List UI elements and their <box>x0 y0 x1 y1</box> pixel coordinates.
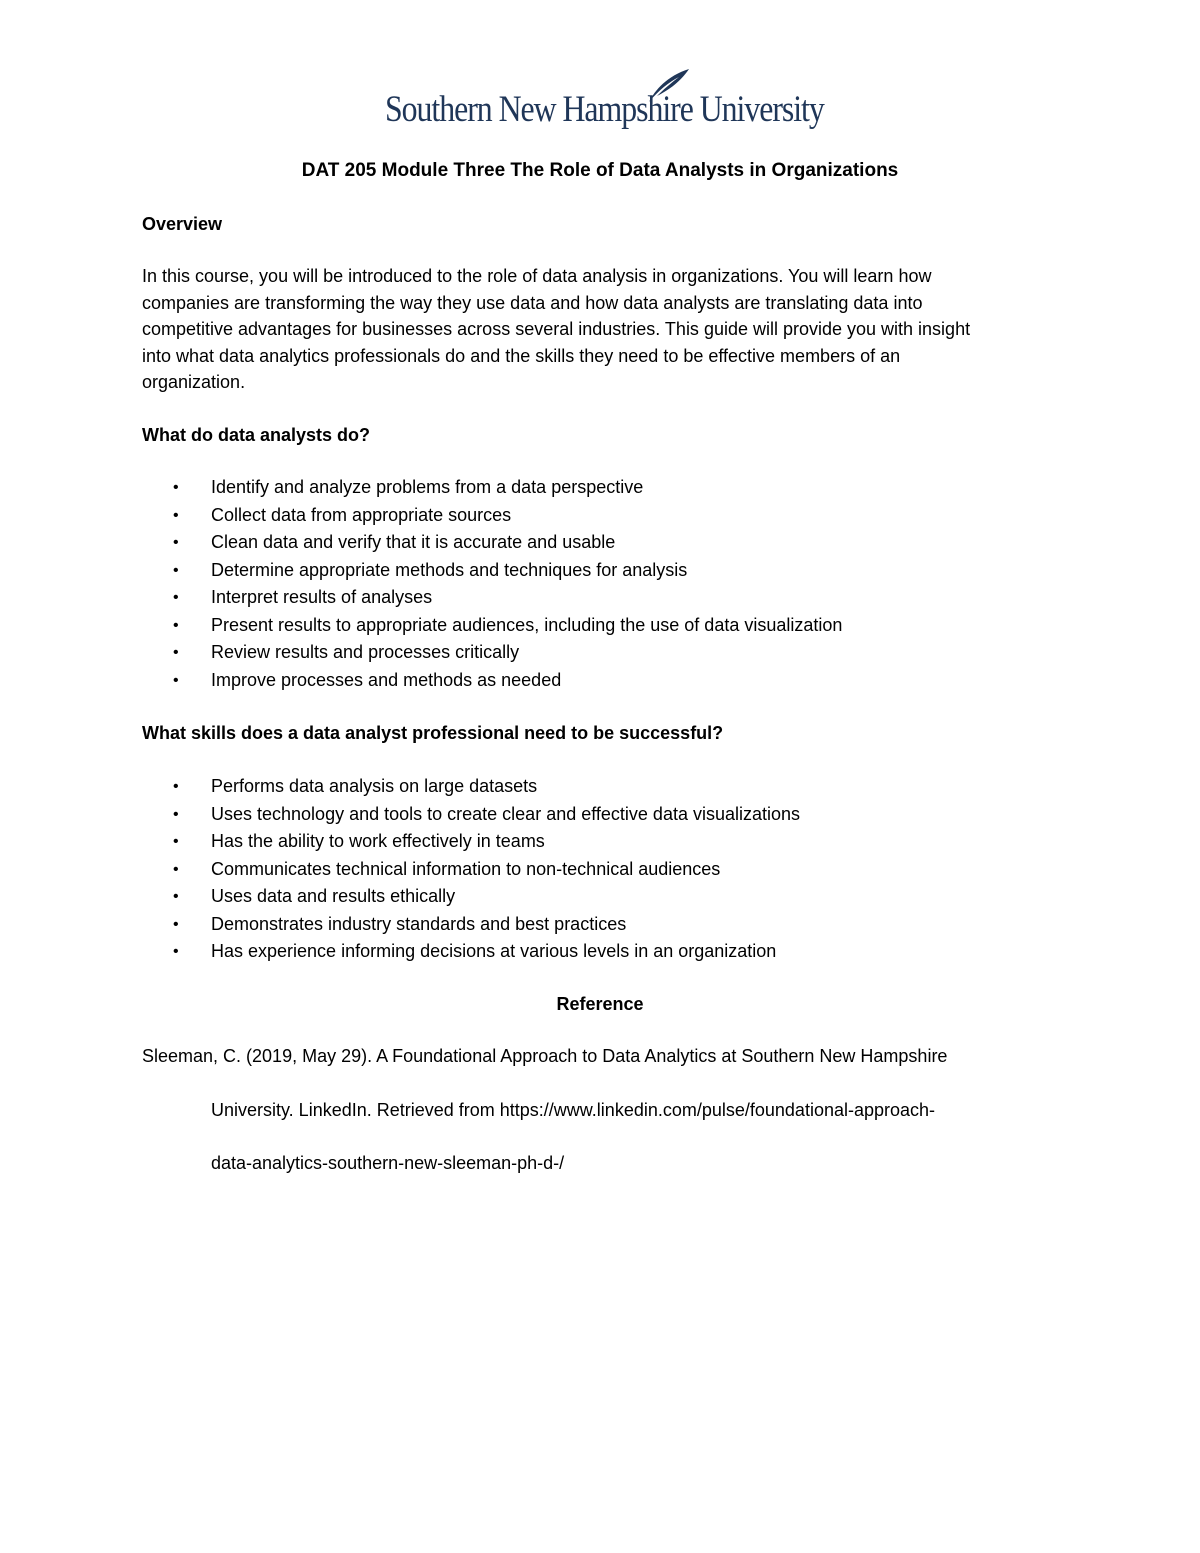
bullet: • <box>173 479 179 496</box>
bullet: • <box>173 534 179 551</box>
list-item-text: Present results to appropriate audiences, including the use of data visualization <box>211 614 843 635</box>
bullet: • <box>173 888 179 905</box>
overview-heading: Overview <box>142 214 223 234</box>
list-item-text: Uses data and results ethically <box>211 886 456 906</box>
overview-paragraph <box>142 263 1062 396</box>
list-item-text: Clean data and verify that it is accurate and usable <box>211 532 616 552</box>
overview-line: In this course, you will be introduced to the role of data analysis in organizations. You will learn how <box>142 266 932 286</box>
bullet: • <box>173 589 179 606</box>
analysts-heading: What do data analysts do? <box>142 425 371 445</box>
bullet: • <box>173 915 179 933</box>
overview-line: companies are transforming the way they use data and how data analysts are translating data into <box>142 292 923 313</box>
bullet: • <box>173 671 179 689</box>
bullet: • <box>173 943 179 960</box>
overview-line: organization. <box>142 372 246 392</box>
list-item-text: Identify and analyze problems from a data perspective <box>211 477 644 497</box>
reference-line: data-analytics-southern-new-sleeman-ph-d-/ <box>211 1153 565 1173</box>
overview-line: into what data analytics professionals do and the skills they need to be effective members of an <box>142 345 901 366</box>
reference-line: University. LinkedIn. Retrieved from https://www.linkedin.com/pulse/foundational-approach- <box>211 1100 936 1120</box>
bullet: • <box>173 833 179 850</box>
reference-heading: Reference <box>556 994 644 1014</box>
bullet: • <box>173 860 179 878</box>
bullet: • <box>173 805 179 823</box>
list-item-text: Determine appropriate methods and techniques for analysis <box>211 559 688 580</box>
list-item-text: Demonstrates industry standards and best practices <box>211 913 627 934</box>
list-item-text: Collect data from appropriate sources <box>211 504 512 525</box>
list-item-text: Has the ability to work effectively in teams <box>211 831 545 851</box>
list-item-text: Performs data analysis on large datasets <box>211 776 538 796</box>
bullet: • <box>173 644 179 661</box>
list-item-text: Interpret results of analyses <box>211 587 433 607</box>
logo-wordmark: Southern New Hampshire University <box>385 89 824 130</box>
bullet: • <box>173 561 179 579</box>
bullet: • <box>173 616 179 634</box>
list-item-text: Improve processes and methods as needed <box>211 669 562 690</box>
document-title: DAT 205 Module Three The Role of Data Analysts in Organizations <box>301 160 899 181</box>
bullet: • <box>173 778 179 795</box>
skills-heading: What skills does a data analyst professional need to be successful? <box>142 723 724 743</box>
overview-line: competitive advantages for businesses across several industries. This guide will provide you with insight <box>142 319 971 339</box>
bullet: • <box>173 506 179 524</box>
list-item-text: Uses technology and tools to create clear and effective data visualizations <box>211 803 801 824</box>
reference-line: Sleeman, C. (2019, May 29). A Foundational Approach to Data Analytics at Southern New Hampshire <box>142 1046 948 1066</box>
list-item-text: Communicates technical information to non-technical audiences <box>211 858 721 879</box>
list-item-text: Review results and processes critically <box>211 642 520 662</box>
list-item-text: Has experience informing decisions at various levels in an organization <box>211 941 777 961</box>
university-logo <box>385 66 824 138</box>
